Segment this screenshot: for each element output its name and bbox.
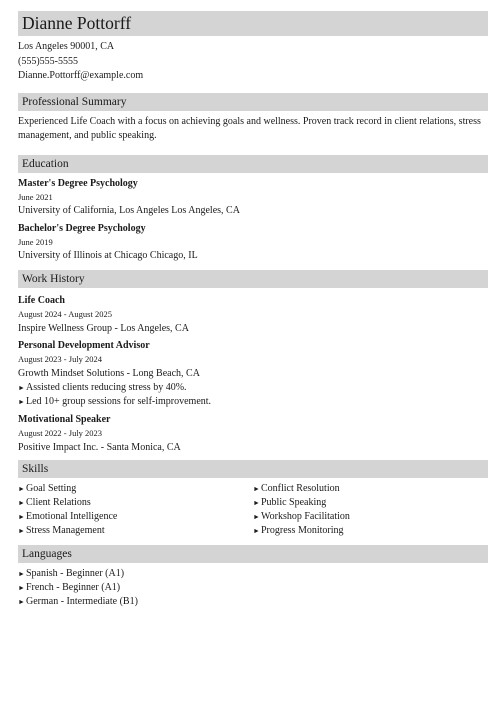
section-header-skills: Skills: [18, 460, 488, 478]
skill-text: Conflict Resolution: [261, 483, 340, 494]
skill-text: Emotional Intelligence: [26, 511, 118, 522]
bullet-icon: ►: [253, 485, 260, 493]
job-bullets: [18, 381, 488, 409]
job-date: August 2023 - July 2024: [18, 354, 103, 364]
list-item: [18, 524, 253, 538]
list-item: [18, 510, 253, 524]
skills-column-left: [18, 482, 253, 538]
degree-date: June 2021: [18, 192, 53, 202]
school-name: University of California, Los Angeles Los Angeles, CA: [18, 205, 240, 216]
bullet-icon: ►: [253, 527, 260, 535]
list-item: [18, 395, 488, 409]
section-header-work: Work History: [18, 270, 488, 288]
section-header-languages: Languages: [18, 545, 488, 563]
list-item: [18, 496, 253, 510]
contact-block: [18, 36, 488, 86]
bullet-text: Assisted clients reducing stress by 40%.: [26, 382, 187, 393]
skill-text: Progress Monitoring: [261, 525, 344, 536]
bullet-icon: ►: [18, 598, 25, 606]
education-entry: [18, 218, 488, 263]
list-item: [18, 595, 488, 609]
bullet-text: Led 10+ group sessions for self-improvement.: [26, 396, 212, 407]
bullet-icon: ►: [18, 527, 25, 535]
list-item: [18, 581, 488, 595]
skills-list: [18, 478, 488, 538]
skill-text: Public Speaking: [261, 497, 327, 508]
job-entry: [18, 409, 488, 455]
job-company: Growth Mindset Solutions - Long Beach, CA: [18, 368, 200, 379]
skill-text: Goal Setting: [26, 483, 77, 494]
job-title: Personal Development Advisor: [18, 340, 150, 351]
bullet-icon: ►: [18, 485, 25, 493]
bullet-icon: ►: [18, 513, 25, 521]
language-text: German - Intermediate (B1): [26, 596, 138, 607]
contact-email: Dianne.Pottorff@example.com: [18, 70, 144, 81]
bullet-icon: ►: [18, 584, 25, 592]
job-entry: [18, 288, 488, 336]
list-item: [253, 524, 488, 538]
job-title: Life Coach: [18, 295, 65, 306]
skills-column-right: [253, 482, 488, 538]
degree-title: Master's Degree Psychology: [18, 178, 138, 189]
language-text: Spanish - Beginner (A1): [26, 568, 125, 579]
bullet-icon: ►: [253, 499, 260, 507]
school-name: University of Illinois at Chicago Chicago, IL: [18, 250, 198, 261]
language-text: French - Beginner (A1): [26, 582, 121, 593]
list-item: [18, 482, 253, 496]
skill-text: Client Relations: [26, 497, 91, 508]
job-entry: [18, 336, 488, 409]
contact-address: Los Angeles 90001, CA: [18, 41, 115, 52]
list-item: [253, 510, 488, 524]
job-company: Positive Impact Inc. - Santa Monica, CA: [18, 442, 181, 453]
languages-list: [18, 563, 488, 609]
education-entry: [18, 173, 488, 218]
bullet-icon: ►: [18, 570, 25, 578]
job-title: Motivational Speaker: [18, 414, 111, 425]
bullet-icon: ►: [18, 499, 25, 507]
degree-date: June 2019: [18, 237, 53, 247]
list-item: [18, 381, 488, 395]
contact-phone: (555)555-5555: [18, 55, 78, 67]
bullet-icon: ►: [253, 513, 260, 521]
skill-text: Stress Management: [26, 525, 105, 536]
job-company: Inspire Wellness Group - Los Angeles, CA: [18, 323, 189, 334]
list-item: [253, 482, 488, 496]
list-item: [253, 496, 488, 510]
degree-title: Bachelor's Degree Psychology: [18, 223, 146, 234]
skill-text: Workshop Facilitation: [261, 511, 350, 522]
name-header: Dianne Pottorff: [18, 11, 488, 36]
job-date: August 2022 - July 2023: [18, 428, 103, 438]
bullet-icon: ►: [18, 384, 25, 392]
job-date: August 2024 - August 2025: [18, 309, 112, 319]
bullet-icon: ►: [18, 398, 25, 406]
section-header-education: Education: [18, 155, 488, 173]
summary-text: Experienced Life Coach with a focus on achieving goals and wellness. Proven track record in client relations, stress management, and public speaking.: [18, 116, 481, 141]
section-header-summary: Professional Summary: [18, 93, 488, 111]
list-item: [18, 567, 488, 581]
